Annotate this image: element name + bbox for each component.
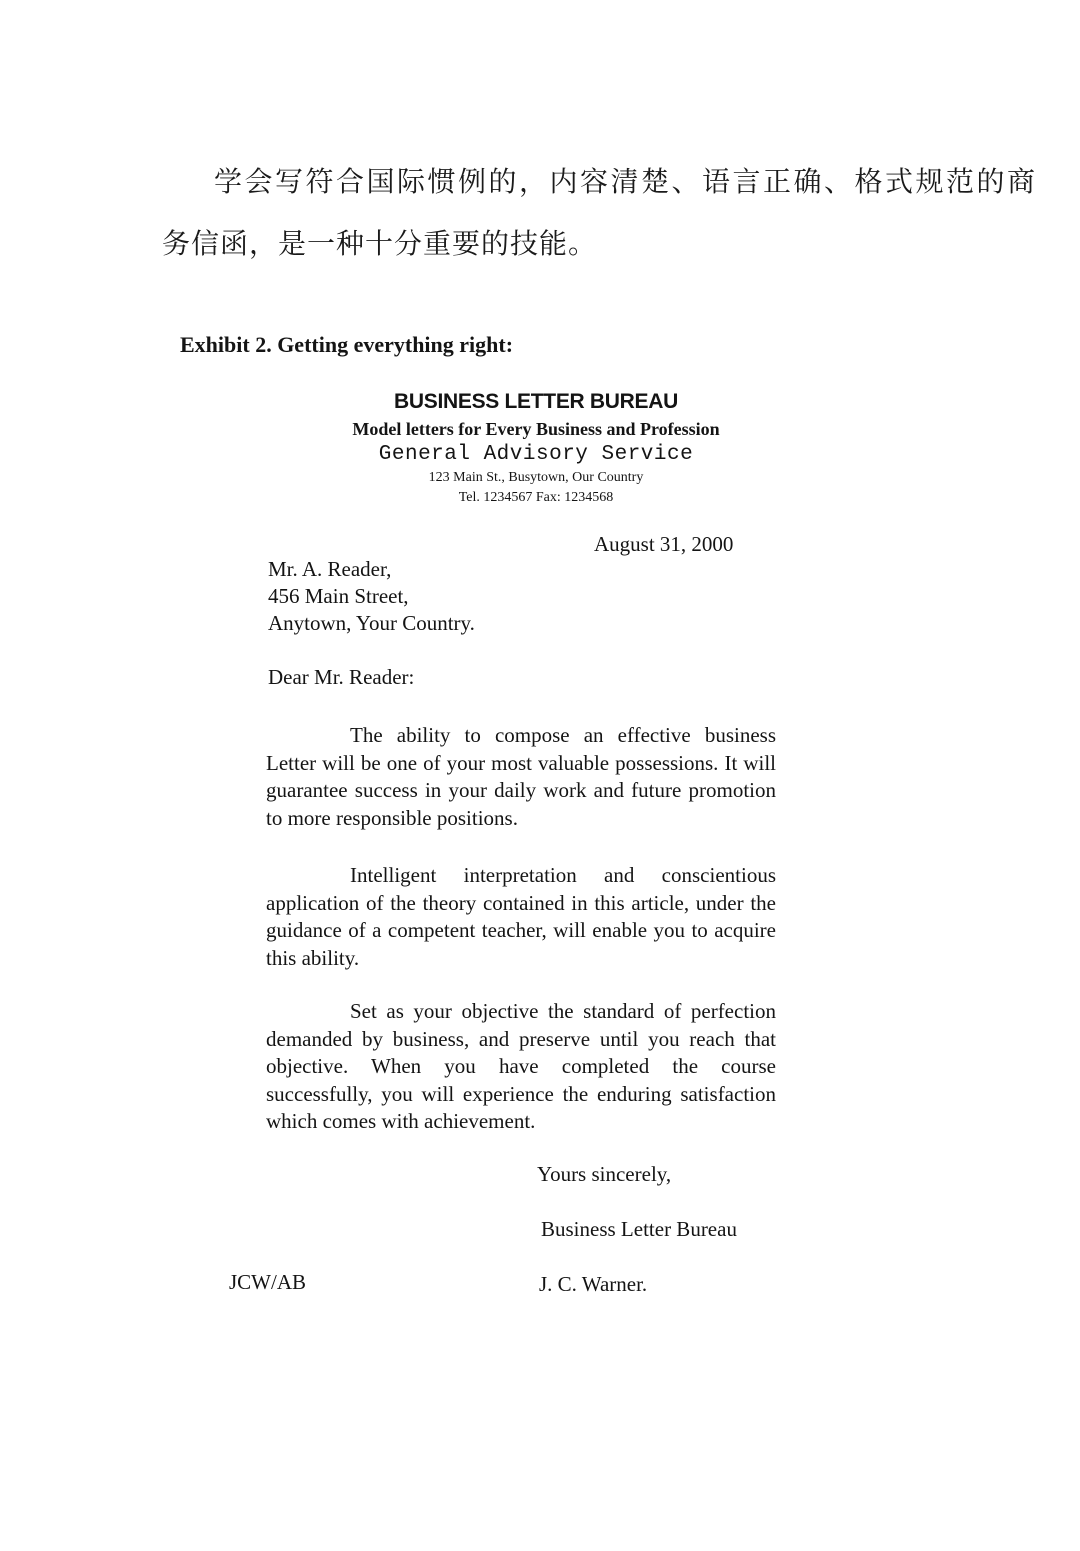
company-tagline: Model letters for Every Business and Profession <box>352 419 720 439</box>
body-paragraph <box>266 862 776 972</box>
body-paragraph <box>266 722 776 832</box>
letter-date: August 31, 2000 <box>594 532 734 556</box>
company-name: BUSINESS LETTER BUREAU <box>394 390 678 413</box>
company-contact: Tel. 1234567 Fax: 1234568 <box>458 490 614 505</box>
paragraph-text: Intelligent interpretation and conscientious application of the theory contained in this article, under the guidance of a competent teacher, will enable you to acquire this ability. <box>266 863 776 970</box>
paragraph-text: Set as your objective the standard of perfection demanded by business, and preserve until you reach that objective. When you have completed the course successfully, you will experience the enduring satisfaction which comes with achievement. <box>266 999 776 1133</box>
salutation: Dear Mr. Reader: <box>268 665 415 689</box>
reference-initials: JCW/AB <box>229 1270 307 1294</box>
signer-name: J. C. Warner. <box>539 1272 648 1296</box>
company-service: General Advisory Service <box>378 443 694 466</box>
intro-line-1: 学会写符合国际惯例的，内容清楚、语言正确、格式规范的商 <box>214 165 1038 198</box>
complimentary-close: Yours sincerely, <box>537 1162 672 1186</box>
paragraph-text: The ability to compose an effective business Letter will be one of your most valuable possessions. It will guarantee success in your daily work and future promotion to more responsible positions. <box>266 723 776 830</box>
intro-line-2: 务信函，是一种十分重要的技能。 <box>162 227 598 260</box>
signature-organization: Business Letter Bureau <box>541 1217 737 1241</box>
exhibit-title: Exhibit 2. Getting everything right: <box>180 332 514 357</box>
body-paragraph <box>266 998 776 1136</box>
recipient-line: Anytown, Your Country. <box>268 611 475 635</box>
recipient-line: Mr. A. Reader, <box>268 557 392 581</box>
recipient-line: 456 Main Street, <box>268 584 409 608</box>
company-address: 123 Main St., Busytown, Our Country <box>428 470 644 485</box>
